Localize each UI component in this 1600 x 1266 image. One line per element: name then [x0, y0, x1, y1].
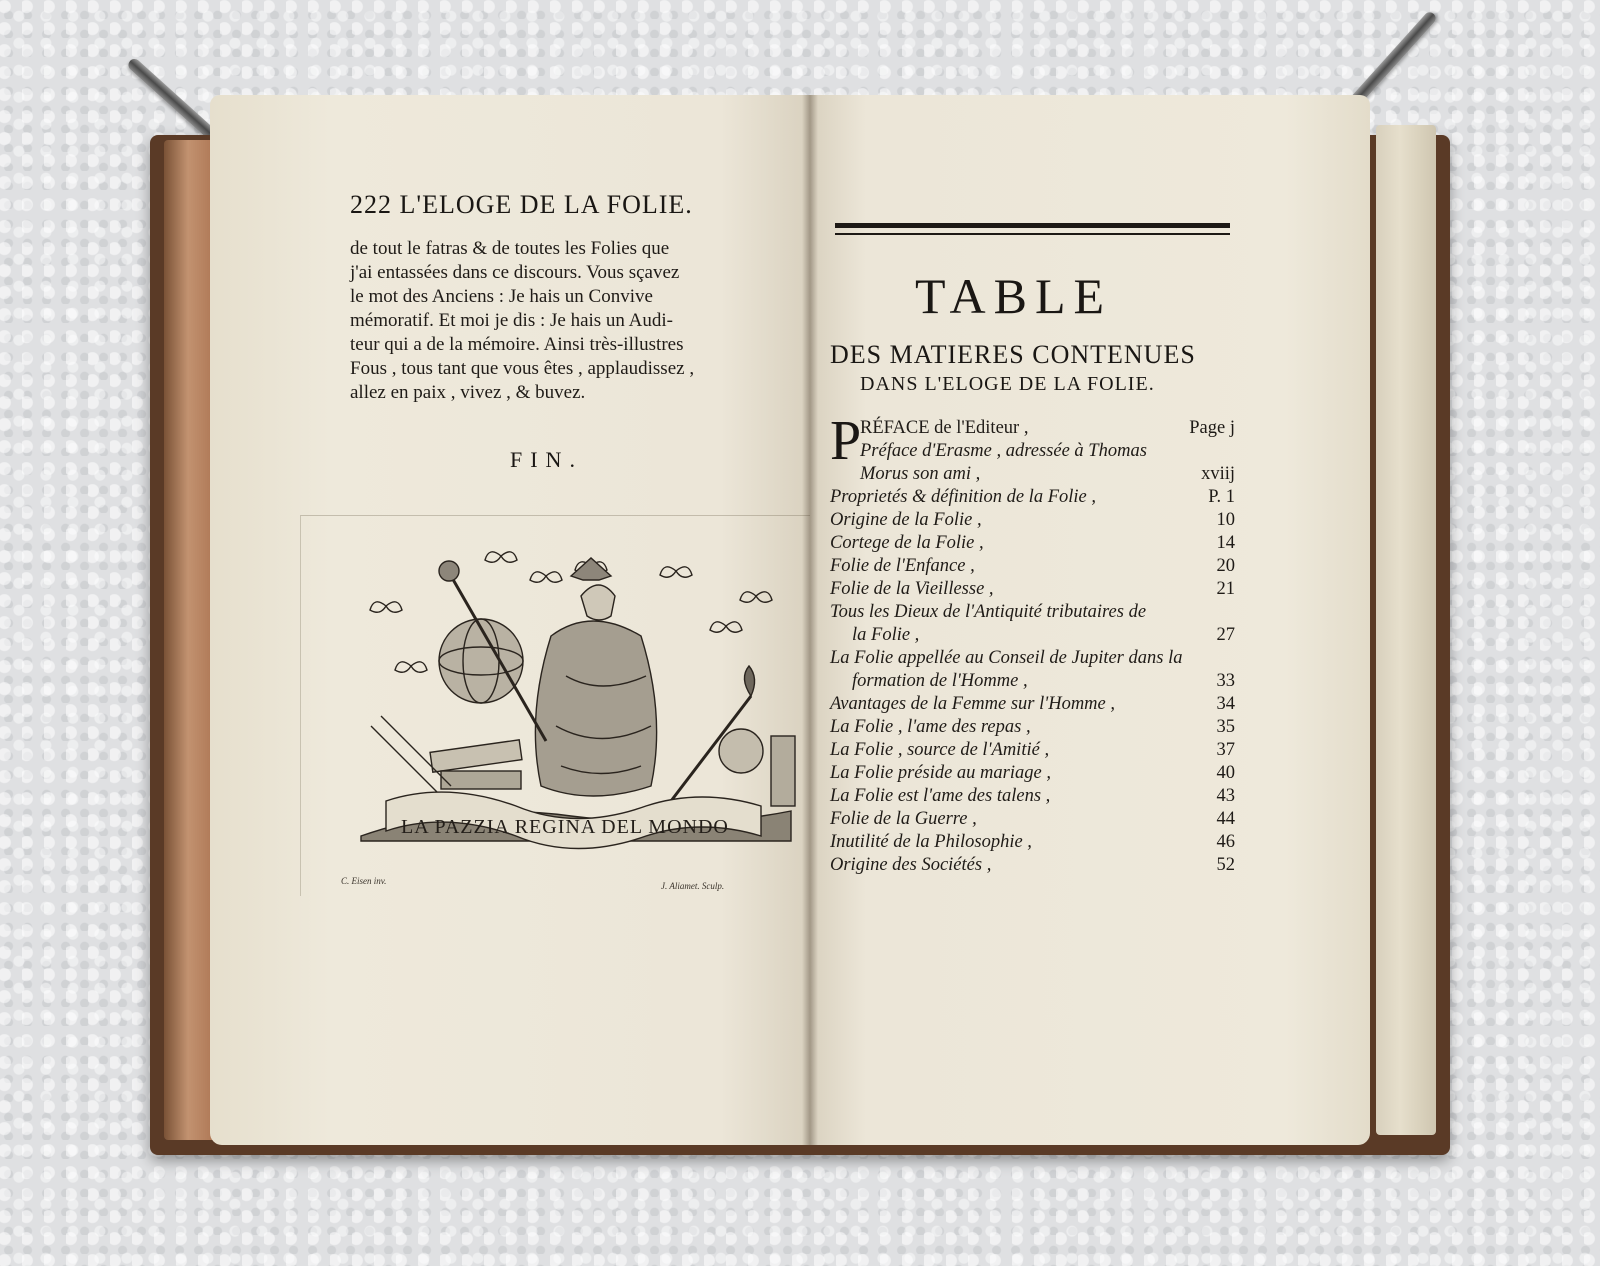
toc-entry — [830, 808, 1235, 831]
toc-entry-label: La Folie , source de l'Amitié , — [830, 740, 1050, 760]
toc-entry-label: Préface d'Erasme , adressée à Thomas — [860, 441, 1147, 461]
toc-entry — [830, 532, 1235, 555]
toc-entry — [830, 555, 1235, 578]
fin-label: FIN. — [510, 447, 583, 472]
toc-entry-label: RÉFACE de l'Editeur , — [860, 418, 1029, 438]
toc-entry — [830, 831, 1235, 854]
toc-entry-label: Folie de la Vieillesse , — [830, 579, 994, 599]
engraving-banner-text: LA PAZZIA REGINA DEL MONDO — [401, 816, 729, 838]
toc-entry-label: La Folie est l'ame des talens , — [830, 786, 1051, 806]
toc-entry-page: 52 — [1216, 855, 1235, 875]
toc-entry-label: La Folie appellée au Conseil de Jupiter dans la — [830, 648, 1183, 668]
toc-entry-page: 34 — [1216, 694, 1235, 714]
page-edges-right — [1376, 125, 1436, 1135]
toc-entry-page: 27 — [1216, 625, 1235, 645]
body-line: mémoratif. Et moi je dis : Je hais un Audi- — [350, 310, 673, 331]
engraver-signature-right: J. Aliamet. Sculp. — [661, 881, 725, 891]
toc-entry-label: Origine de la Folie , — [830, 510, 982, 530]
toc-entry-page: 44 — [1216, 809, 1235, 829]
toc-entry — [830, 693, 1235, 716]
right-page — [810, 95, 1370, 1145]
toc-entry — [830, 854, 1235, 877]
toc-entry-page: Page j — [1189, 418, 1235, 438]
toc-entry — [830, 785, 1235, 808]
toc-entry-label: Cortege de la Folie , — [830, 533, 984, 553]
toc-entry-label: Folie de l'Enfance , — [830, 556, 975, 576]
toc-entry — [830, 670, 1235, 693]
body-text — [350, 237, 780, 405]
toc-entry — [830, 739, 1235, 762]
toc-entry-page: 33 — [1216, 671, 1235, 691]
toc-entry — [830, 762, 1235, 785]
toc-entry-page: 37 — [1216, 740, 1235, 760]
table-subtitle: DES MATIERES CONTENUES — [830, 340, 1196, 369]
toc-entry — [830, 509, 1235, 532]
body-line: j'ai entassées dans ce discours. Vous sçavez — [350, 262, 680, 283]
engraving-vignette — [300, 515, 810, 896]
left-page — [210, 95, 810, 1145]
open-book — [150, 95, 1450, 1155]
toc-entry — [830, 601, 1235, 624]
book-gutter — [802, 95, 818, 1145]
body-line: teur qui a de la mémoire. Ainsi très-illustres — [350, 334, 684, 355]
toc-entry-page: 10 — [1216, 510, 1235, 530]
toc-entry-label: Morus son ami , — [860, 464, 981, 484]
toc-entry — [830, 440, 1235, 463]
toc-entry-label: Proprietés & définition de la Folie , — [830, 487, 1096, 507]
toc-entry-page: xviij — [1201, 464, 1235, 484]
toc-entry-label: Origine des Sociétés , — [830, 855, 992, 875]
toc-entry-label: Folie de la Guerre , — [830, 809, 977, 829]
header-rule-thin — [835, 233, 1230, 235]
toc-entry — [830, 624, 1235, 647]
toc-entry-page: 14 — [1216, 533, 1235, 553]
toc-entry-page: 46 — [1216, 832, 1235, 852]
toc-entry — [830, 647, 1235, 670]
toc-entry-page: 40 — [1216, 763, 1235, 783]
toc-entry-label: la Folie , — [852, 625, 920, 645]
toc-entry — [830, 463, 1235, 486]
drop-cap: P — [830, 410, 862, 472]
body-line: allez en paix , vivez , & buvez. — [350, 382, 586, 403]
body-line: de tout le fatras & de toutes les Folies que — [350, 238, 670, 259]
toc-entry — [830, 578, 1235, 601]
table-of-contents — [830, 410, 1235, 877]
toc-entry-page: 43 — [1216, 786, 1235, 806]
header-rule-thick — [835, 223, 1230, 228]
toc-entry-page: 21 — [1216, 579, 1235, 599]
running-head: 222 L'ELOGE DE LA FOLIE. — [350, 190, 693, 219]
toc-entry-page: 20 — [1216, 556, 1235, 576]
toc-entry-label: Inutilité de la Philosophie , — [830, 832, 1032, 852]
toc-entry-page: 35 — [1216, 717, 1235, 737]
body-line: le mot des Anciens : Je hais un Convive — [350, 286, 653, 307]
toc-entry-label: Tous les Dieux de l'Antiquité tributaires de — [830, 602, 1147, 622]
table-title: TABLE — [915, 268, 1113, 324]
toc-entry — [830, 486, 1235, 509]
toc-entry-label: formation de l'Homme , — [852, 671, 1028, 691]
toc-entry-page: P. 1 — [1208, 487, 1235, 507]
table-subtitle-2: DANS L'ELOGE DE LA FOLIE. — [860, 373, 1155, 395]
engraver-signature-left: C. Eisen inv. — [341, 876, 387, 886]
body-line: Fous , tous tant que vous êtes , applaudissez , — [350, 358, 695, 379]
toc-entry-label: La Folie , l'ame des repas , — [830, 717, 1031, 737]
toc-entry — [830, 716, 1235, 739]
toc-entry-label: La Folie préside au mariage , — [830, 763, 1051, 783]
toc-entry-label: Avantages de la Femme sur l'Homme , — [830, 694, 1115, 714]
